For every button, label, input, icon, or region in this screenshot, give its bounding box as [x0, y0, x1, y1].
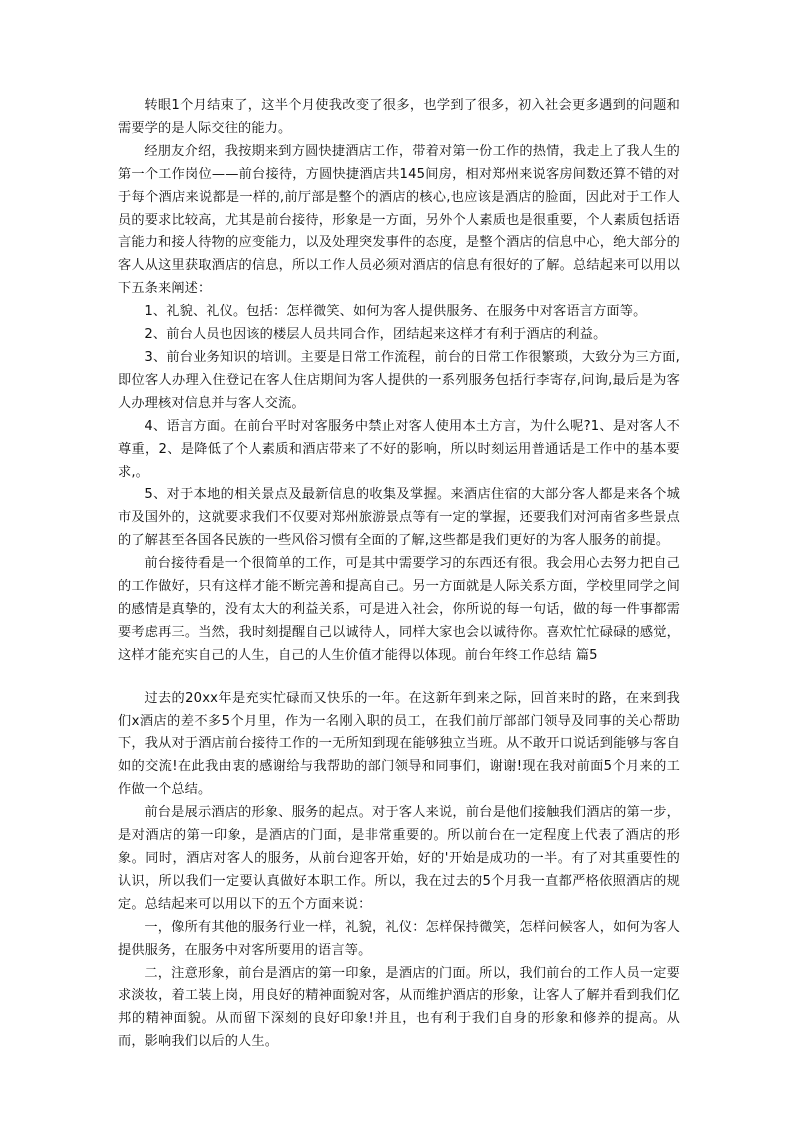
- list-item-local-info: 5、对于本地的相关景点及最新信息的收集及掌握。来酒店住宿的大部分客人都是来各个城市及国外的，这就要求我们不仅要对郑州旅游景点等有一定的掌握，还要我们对河南省多些景点的了解甚至各国各民族的一些风俗习惯有全面的了解,这些都是我们更好的为客人服务的前提。: [118, 487, 680, 549]
- document-body: [118, 95, 680, 1054]
- paragraph-year-review: 过去的20xx年是充实忙碌而又快乐的一年。在这新年到来之际，回首来时的路，在来到我们x酒店的差不多5个月里，作为一名刚入职的员工，在我们前厅部部门领导及同事的关心帮助下，我从对于酒店前台接待工作的一无所知到现在能够独立当班。从不敢开口说话到能够与客自如的交流!在此我由衷的感谢给与我帮助的部门领导和同事们，谢谢!现在我对前面5个月来的工作做一个总结。: [118, 690, 680, 798]
- section-gap: [118, 668, 680, 688]
- paragraph-summary: 前台接待看是一个很简单的工作，可是其中需要学习的东西还有很。我会用心去努力把自己的工作做好，只有这样才能不断完善和提高自己。另一方面就是人际关系方面，学校里同学之间的感情是真挚的，没有太大的利益关系，可是进入社会，你所说的每一句话，做的每一件事都需要考虑再三。当然，我时刻提醒自己以诚待人，同样大家也会以诚待你。喜欢忙忙碌碌的感觉，这样才能充实自己的人生，自己的人生价值才能得以体现。前台年终工作总结 篇5: [118, 556, 680, 663]
- list-item-teamwork: 2、前台人员也因该的楼层人员共同合作，团结起来这样才有利于酒店的利益。: [144, 327, 607, 343]
- paragraph-job-intro: 经朋友介绍，我按期来到方圆快捷酒店工作，带着对第一份工作的热情，我走上了我人生的第一个工作岗位——前台接待，方圆快捷酒店共145间房，相对郑州来说客房间数还算不错的对于每个酒店来说都是一样的,前厅部是整个的酒店的核心,也应该是酒店的脸面，因此对于工作人员的要求比较高，尤其是前台接待，形象是一方面，另外个人素质也是很重要，个人素质包括语言能力和接人待物的应变能力，以及处理突发事件的态度，是整个酒店的信息中心，绝大部分的客人从这里获取酒店的信息，所以工作人员必须对酒店的信息有很好的了解。总结起来可以用以下五条来阐述：: [118, 143, 680, 297]
- list-item-etiquette: 1、礼貌、礼仪。包括：怎样微笑、如何为客人提供服务、在服务中对客语言方面等。: [144, 304, 647, 320]
- list-item-training: 3、前台业务知识的培训。主要是日常工作流程，前台的日常工作很繁琐，大致分为三方面,即位客人办理入住登记在客人住店期间为客人提供的一系列服务包括行李寄存,问询,最后是为客人办理核对信息并与客人交流。: [118, 349, 680, 411]
- list-item-appearance: 二，注意形象，前台是酒店的第一印象，是酒店的门面。所以，我们前台的工作人员一定要求淡妆，着工装上岗，用良好的精神面貌对客，从而维护酒店的形象，让客人了解并看到我们亿邦的精神面貌。从而留下深刻的良好印象!并且，也有利于我们自身的形象和修养的提高。从而，影响我们以后的人生。: [118, 965, 680, 1050]
- list-item-language: 4、语言方面。在前台平时对客服务中禁止对客人使用本土方言，为什么呢?1、是对客人不尊重，2、是降低了个人素质和酒店带来了不好的影响，所以时刻运用普通话是工作中的基本要求,。: [118, 418, 680, 480]
- list-item-politeness: 一，像所有其他的服务行业一样，礼貌，礼仪：怎样保持微笑，怎样问候客人，如何为客人提供服务，在服务中对客所要用的语言等。: [118, 919, 680, 958]
- paragraph-intro: 转眼1个月结束了，这半个月使我改变了很多，也学到了很多，初入社会更多遇到的问题和需要学的是人际交往的能力。: [118, 98, 680, 136]
- paragraph-front-desk-image: 前台是展示酒店的形象、服务的起点。对于客人来说，前台是他们接触我们酒店的第一步，是对酒店的第一印象，是酒店的门面，是非常重要的。所以前台在一定程度上代表了酒店的形象。同时，酒店对客人的服务，从前台迎客开始，好的'开始是成功的一半。有了对其重要性的认识，所以我们一定要认真做好本职工作。所以，我在过去的5个月我一直都严格依照酒店的规定。总结起来可以用以下的五个方面来说：: [118, 805, 680, 912]
